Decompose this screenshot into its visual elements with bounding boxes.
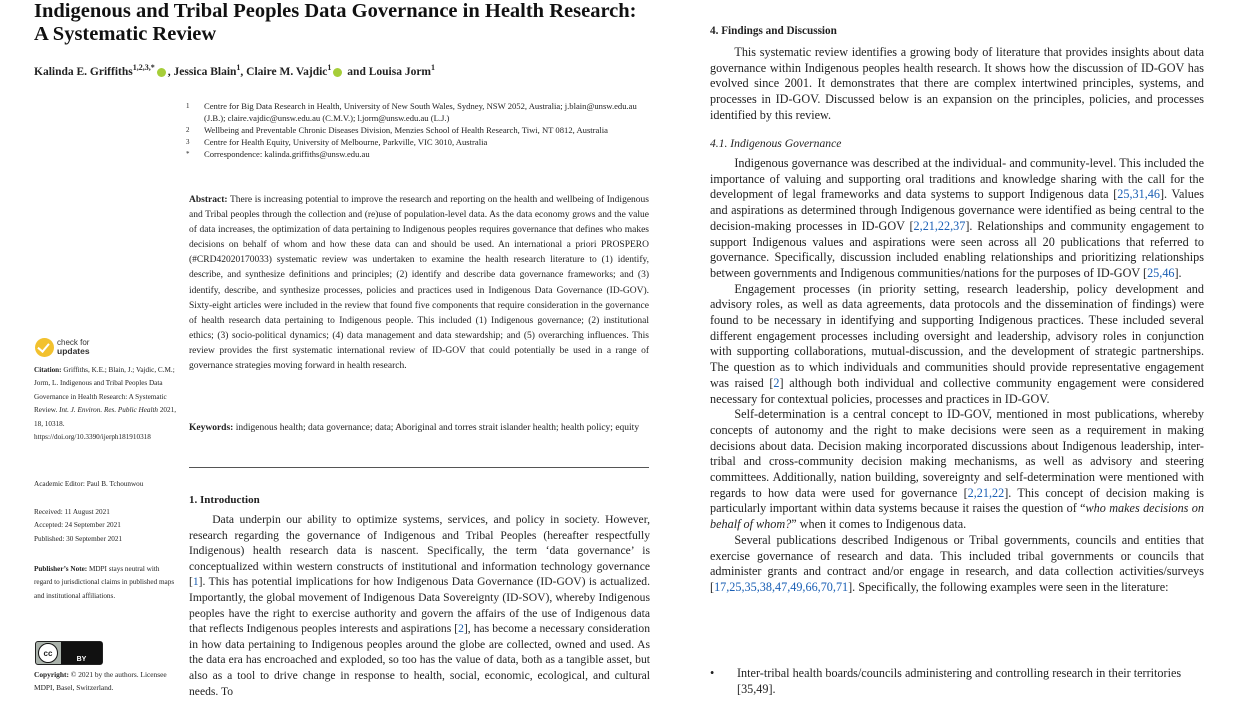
paragraph: Several publications described Indigenous or Tribal governments, councils and entities that exercise governance of research and data. This included tribal governments or councils that administer grants and contract and/or engage in research, and data collection activities/surveys [17,25,35,38,47,49,66,70,71]. Specifically, the following examples were seen in the literature: <box>710 532 1204 594</box>
paragraph: Engagement processes (in priority setting, research leadership, policy development and advisory roles, as well as data agreements, data protocols and the dissemination of findings) were found to be necessary in identifying and supporting Indigenous practices. These included several different engagement processes including oversight and leadership, advisory roles in conjunction with supporting collaborations, mutual-discussion, and the development of strategic partnerships. The question as to which individuals and communities should provide representative engagement was raised [2] although both individual and collective community engagement were considered necessary for contextual policies, processes and practices in ID-GOV. <box>710 281 1204 406</box>
attribution-icon: BY <box>61 642 102 664</box>
copyright: Copyright: © 2021 by the authors. Licensee MDPI, Basel, Switzerland. <box>34 670 167 693</box>
affiliation: 1 Centre for Big Data Research in Health, University of New South Wales, Sydney, NSW 2052, Australia; j.blain@unsw.edu.au (J.B.); claire.vajdic@unsw.edu.au (C.M.V.); l.jorm@unsw.edu.au (L.J.) <box>186 101 637 124</box>
citation-link[interactable]: 2 <box>458 622 464 636</box>
citation-link[interactable]: 1 <box>192 575 199 589</box>
keywords: Keywords: indigenous health; data governance; data; Aboriginal and torres strait islander health; health policy; equity <box>189 423 640 433</box>
author-list: Kalinda E. Griffiths$^{1,2,3,*}$ , Jessica Blain$^1$, Claire M. Vajdic$^1$ and Louisa Jorm$^1$ <box>34 63 436 78</box>
academic-editor: Academic Editor: Paul B. Tchounwou <box>34 480 144 488</box>
dates-block: Received: 11 August 2021 Accepted: 24 September 2021 Published: 30 September 2021 <box>34 508 123 543</box>
citation-link[interactable]: 35,49 <box>741 681 769 696</box>
bullet-icon: • <box>710 666 715 680</box>
divider <box>189 467 649 468</box>
affiliation: 2 Wellbeing and Preventable Chronic Diseases Division, Menzies School of Health Research, Tiwi, NT 0812, Australia <box>186 125 608 136</box>
creative-commons-icon: cc <box>38 643 58 663</box>
check-icon <box>35 338 54 357</box>
findings-heading: 4. Findings and Discussion <box>710 25 837 37</box>
abstract: Abstract: There is increasing potential to improve the research and reporting on the health and wellbeing of Indigenous and Tribal peoples through the collection and (re)use of population-level data. As the data economy grows and the value of data increases, the optimization of data pertaining to Indigenous peoples requires governance that defines who makes decisions on behalf of whom and how these data can and should be used. An international a priori PROSPERO (#CRD42020170033) systematic review was undertaken to examine the health research literature to (1) identify, describe, and synthesize definitions and principles; (2) identify and describe data governance frameworks; and (3) identify, describe, and synthesize processes, policies and practices used in Indigenous Data Governance (ID-GOV). Sixty-eight articles were included in the review that found five components that require consideration in the governance of health research data pertaining to Indigenous people. This included (1) Indigenous governance; (2) institutional ethics; (3) socio-political dynamics; (4) data management and data stewardship; and (5) overarching influences. This review provides the first systematic international review of ID-GOV that could potentially be used in a range of governance strategies moving forward in health research. <box>189 195 649 372</box>
author-1: Kalinda E. Griffiths <box>34 65 133 78</box>
affiliation: 3 Centre for Health Equity, University of Melbourne, Parkville, VIC 3010, Australia <box>186 137 488 148</box>
orcid-icon[interactable] <box>333 68 342 77</box>
list-item: • Inter-tribal health boards/councils administering and controlling research in their territories [35,49]. <box>710 666 1182 696</box>
citation-link[interactable]: 25,46 <box>1147 265 1175 280</box>
citation-link[interactable]: 2,21,22 <box>967 485 1005 500</box>
citation-link[interactable]: 17,25,35,38,47,49,66,70,71 <box>714 579 849 594</box>
paper-title: Indigenous and Tribal Peoples Data Governance in Health Research: A Systematic Review <box>34 0 637 45</box>
intro-text: Data underpin our ability to optimize systems, services, and policy in society. However, research regarding the governance of Indigenous and Tribal Peoples (hereafter respectfully Indigenous) health research data is nascent. Specifically, the term ‘data governance’ is conceptualized within western constructs of institutional and information technology governance [1]. This has potential implications for how Indigenous Data Governance (ID-GOV) is actualized. Importantly, the global movement of Indigenous Data Sovereignty (ID-SOV), whereby Indigenous peoples have the right to exercise authority and govern the affairs of the use of Indigenous data that reflects Indigenous peoples interests and aspirations [2], has become a necessary consideration in how data pertaining to Indigenous peoples around the globe are collected, owned and used. As the data era has encroached and exploded, so too has the value of data, both as a tangible asset, but also as a tool to drive change in response to health, social, economic, ecological, and cultural needs. To <box>189 513 651 698</box>
citation-link[interactable]: 25,31,46 <box>1117 187 1160 202</box>
right-page <box>690 0 1234 711</box>
orcid-icon[interactable] <box>157 68 166 77</box>
affiliation: * Correspondence: kalinda.griffiths@unsw.edu.au <box>186 149 370 160</box>
body-text <box>710 156 1204 596</box>
citation-link[interactable]: 2 <box>773 375 780 390</box>
publisher-note: Publisher’s Note: MDPI stays neutral with regard to jurisdictional claims in published maps and institutional affiliations. <box>34 565 175 600</box>
citation-link[interactable]: 2,21,22,37 <box>913 218 966 233</box>
affiliations <box>186 100 656 160</box>
intro-heading: 1. Introduction <box>189 494 260 506</box>
findings-intro: This systematic review identifies a growing body of literature that provides insights about data governance within Indigenous peoples health research. It shows how the discussion of ID-GOV has evolved since 2001. It demonstrates that there are complex intertwined principles, systems, and processes in ID-GOV. Discussed below is an expansion on the principles, policies, and processes identified by this review. <box>710 45 1204 122</box>
subsection-heading: 4.1. Indigenous Governance <box>710 137 842 150</box>
check-for-updates-badge[interactable]: check for updates <box>35 338 90 357</box>
citation-block: Citation: Griffiths, K.E.; Blain, J.; Vajdic, C.M.; Jorm, L. Indigenous and Tribal Peoples Data Governance in Health Research: A Systematic Review. Int. J. Environ. Res. Public Health 2021, 18, 10318. https://doi.org/10.3390/ijerph181910318 <box>34 366 176 442</box>
cc-by-license-badge[interactable] <box>35 641 103 665</box>
paragraph: Indigenous governance was described at the individual- and community-level. This included the importance of valuing and supporting oral traditions and knowledge sharing with the call for the development of legal frameworks and data systems to support Indigenous data [25,31,46]. Values and aspirations as determined through Indigenous governance were identified as being central to the decision-making processes in ID-GOV [2,21,22,37]. Relationships and community engagement to support Indigenous values and aspirations were seen across all 20 publications that referred to governance. Specifically, discussion included enabling relationships and prioritizing relationships between governments and Indigenous communities/nations for the purposes of ID-GOV [25,46]. <box>710 156 1204 280</box>
paragraph: Self-determination is a central concept to ID-GOV, mentioned in most publications, whereby concepts of autonomy and the right to make decisions were seen as a requirement in making decisions about data. Decision making incorporated discussions about Indigenous leadership, inter-tribal and cross-community decision making mechanisms, as well as advisory and steering committees. Additionally, nation building, sovereignty and self-determination were mentioned with regards to how data were used for governance [2,21,22]. This concept of decision making is particularly important within data systems because it raises the question of “who makes decisions on behalf of whom?” when it comes to Indigenous data. <box>710 407 1204 532</box>
